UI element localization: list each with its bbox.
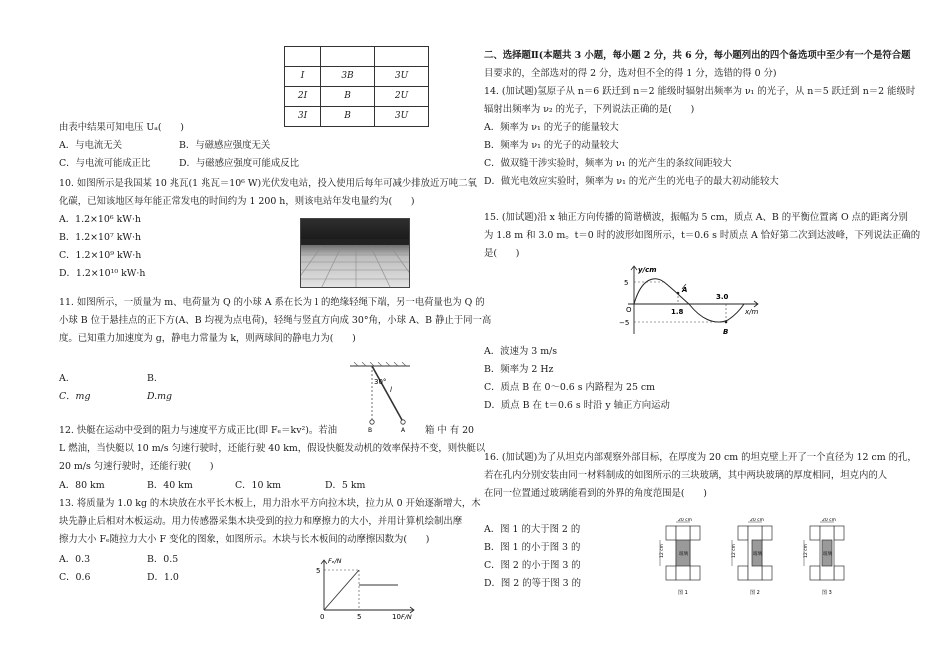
q15-y-pos-tick: 5 <box>624 279 629 287</box>
q13-option-c[interactable]: C．0.6 <box>59 572 91 583</box>
q12-option-b[interactable]: B．40 km <box>147 480 193 491</box>
q13-y-tick: 5 <box>316 567 321 575</box>
table-row <box>285 47 429 67</box>
q11-options-row2 <box>59 391 172 403</box>
q10-stem-line2: 化碳，已知该地区每年能正常发电的时间约为 1 200 h，则该电站年发电量约为( ) <box>59 196 415 207</box>
q11-angle-label: 30° <box>374 378 387 386</box>
table-cell <box>375 47 429 67</box>
table-cell: 2U <box>375 87 429 107</box>
q16-stem-line1: 16. (加试题)为了从坦克内部观察外部目标，在厚度为 20 cm 的坦克壁上开了一个直径为 12 cm 的孔， <box>484 452 917 463</box>
q13-friction-graph <box>306 554 418 620</box>
q15-option-c[interactable]: C．质点 B 在 0～0.6 s 内路程为 25 cm <box>484 382 656 393</box>
q15-y-axis-label: y/cm <box>638 266 657 274</box>
q13-option-a[interactable]: A．0.3 <box>59 554 91 565</box>
table-cell: 3I <box>285 107 321 127</box>
q15-point-a-label: A <box>682 286 688 294</box>
table-cell: 2I <box>285 87 321 107</box>
q16-fig1-dim-20: 20 cm <box>678 518 693 523</box>
q11-options-row1 <box>59 373 157 385</box>
q12-option-a[interactable]: A．80 km <box>59 480 105 491</box>
q15-wave-graph <box>616 262 766 338</box>
q10-option-b[interactable]: B．1.2×10⁷ kW·h <box>59 232 142 243</box>
q9-options-row2 <box>59 158 299 170</box>
q15-option-d[interactable]: D．质点 B 在 t＝0.6 s 时沿 y 轴正方向运动 <box>484 400 670 411</box>
q10-option-c[interactable]: C．1.2×10⁹ kW·h <box>59 250 142 261</box>
q13-stem-line1: 13. 将质量为 1.0 kg 的木块放在水平长木板上，用力沿水平方向拉木块，拉力从 0 开始逐渐增大，木 <box>59 498 481 509</box>
q14-option-b[interactable]: B．频率为 ν₁ 的光子的动量较大 <box>484 140 619 151</box>
q15-stem-line3: 是( ) <box>484 248 520 259</box>
q14-option-d[interactable]: D．做光电效应实验时，频率为 ν₁ 的光产生的光电子的最大初动能较大 <box>484 176 779 187</box>
q11-ball-a-label: A <box>401 427 406 434</box>
q11-option-d[interactable]: D.mg <box>147 391 173 402</box>
q11-pendulum-figure <box>350 362 420 434</box>
q13-option-b[interactable]: B．0.5 <box>147 554 179 565</box>
q10-stem-line1: 10. 如图所示是我国某 10 兆瓦(1 兆瓦＝10⁶ W)光伏发电站，投入使用后每年可减少排放近万吨二氧 <box>59 178 477 189</box>
q9-stem: 由表中结果可知电压 Uₐ( ) <box>59 122 184 133</box>
q15-y-neg-tick: −5 <box>619 319 630 327</box>
q14-option-a[interactable]: A．频率为 ν₁ 的光子的能量较大 <box>484 122 619 133</box>
q15-option-a[interactable]: A．波速为 3 m/s <box>484 346 558 357</box>
table-row <box>285 107 429 127</box>
q16-fig1-glass-label: 玻璃 <box>679 552 688 557</box>
table-cell: 3B <box>321 67 375 87</box>
q13-y-axis-label: Fₑ/N <box>328 557 342 565</box>
q9-option-b[interactable]: B．与磁感应强度无关 <box>179 140 271 151</box>
q16-fig1-dim-12: 12 cm <box>660 543 665 558</box>
table-cell: B <box>321 87 375 107</box>
q13-options-row2 <box>59 572 179 584</box>
q11-option-a[interactable]: A. <box>59 373 69 384</box>
q16-fig3-caption: 图 3 <box>822 590 832 596</box>
q11-stem-line2: 小球 B 位于悬挂点的正下方(A、B 均视为点电荷)，轻绳与竖直方向成 30°角，小球 A、B 静止于同一高 <box>59 315 492 326</box>
q12-stem-line3: 20 m/s 匀速行驶时，还能行驶( ) <box>59 461 214 472</box>
q16-fig1-caption: 图 1 <box>678 590 688 596</box>
q9-option-a[interactable]: A．与电流无关 <box>59 140 123 151</box>
q16-fig3-dim-12: 12 cm <box>804 543 809 558</box>
q12-options-row <box>59 480 365 492</box>
q13-x-tick-0: 0 <box>320 613 325 620</box>
q10-option-a[interactable]: A．1.2×10⁶ kW·h <box>59 214 141 225</box>
q10-option-d[interactable]: D．1.2×10¹⁰ kW·h <box>59 268 146 279</box>
q12-stem-line1: 12. 快艇在运动中受到的阻力与速度平方成正比(即 Fₑ＝kv²)。若油 <box>59 425 338 436</box>
q13-x-tick-10: 10 <box>392 613 401 620</box>
q16-option-c[interactable]: C．图 2 的小于图 3 的 <box>484 560 581 571</box>
q16-fig2-glass-label: 玻璃 <box>753 552 762 557</box>
q13-x-tick-5: 5 <box>357 613 362 620</box>
q15-x-axis-label: x/m <box>745 308 759 316</box>
q16-option-d[interactable]: D．图 2 的等于图 3 的 <box>484 578 581 589</box>
section-header-line2: 目要求的，全部选对的得 2 分，选对但不全的得 1 分，选错的得 0 分) <box>484 68 777 79</box>
q16-figure-1 <box>652 518 716 598</box>
q16-stem-line2: 若在孔内分别安装由同一材料制成的如图所示的三块玻璃，其中两块玻璃的厚度相同，坦克内的人 <box>484 470 888 481</box>
table-cell: I <box>285 67 321 87</box>
section-header-line1: 二、选择题Ⅱ(本题共 3 小题，每小题 2 分，共 6 分，每小题列出的四个备选项中至少有一个是符合题 <box>484 50 911 61</box>
q9-options-row1 <box>59 140 270 152</box>
q11-stem-line1: 11. 如图所示，一质量为 m、电荷量为 Q 的小球 A 系在长为 l 的绝缘轻绳下端，另一电荷量也为 Q 的 <box>59 297 485 308</box>
table-cell: 3U <box>375 67 429 87</box>
q12-option-c[interactable]: C．10 km <box>235 480 282 491</box>
q15-stem-line1: 15. (加试题)沿 x 轴正方向传播的简谐横波，振幅为 5 cm，质点 A、B 的平衡位置离 O 点的距离分别 <box>484 212 908 223</box>
q9-option-c[interactable]: C．与电流可能成正比 <box>59 158 151 169</box>
table-row <box>285 87 429 107</box>
table-cell: 3U <box>375 107 429 127</box>
table-cell <box>285 47 321 67</box>
q11-ball-b-label: B <box>368 427 373 434</box>
q16-figure-2 <box>724 518 788 598</box>
q9-option-d[interactable]: D．与磁感应强度可能成反比 <box>179 158 300 169</box>
q16-stem-line3: 在同一位置通过玻璃能看到的外界的角度范围是( ) <box>484 488 707 499</box>
q11-stem-line3: 度。已知重力加速度为 g，静电力常量为 k，则两球间的静电力为( ) <box>59 333 356 344</box>
q16-fig3-dim-20: 20 cm <box>822 518 837 523</box>
q15-point-b-label: B <box>723 328 729 336</box>
q15-x1-tick: 1.8 <box>671 308 684 316</box>
q16-figure-3 <box>796 518 860 598</box>
q13-x-axis-label: F/N <box>401 613 412 620</box>
q16-fig2-caption: 图 2 <box>750 590 760 596</box>
q15-x2-tick: 3.0 <box>716 293 729 301</box>
data-table <box>284 46 429 127</box>
q16-fig2-dim-20: 20 cm <box>750 518 765 523</box>
q13-option-d[interactable]: D．1.0 <box>147 572 179 583</box>
q15-origin-label: O <box>626 306 632 314</box>
q12-stem-line2: L 燃油，当快艇以 10 m/s 匀速行驶时，还能行驶 40 km，假设快艇发动机的效率保持不变，则快艇以 <box>59 443 486 454</box>
table-row <box>285 67 429 87</box>
q12-stem-line1-end: 箱 中 有 20 <box>425 425 474 436</box>
q14-stem-line1: 14. (加试题)氢原子从 n＝6 跃迁到 n＝2 能级时辐射出频率为 ν₁ 的光子，从 n＝5 跃迁到 n＝2 能级时 <box>484 86 916 97</box>
q16-fig2-dim-12: 12 cm <box>732 543 737 558</box>
q16-option-b[interactable]: B．图 1 的小于图 3 的 <box>484 542 581 553</box>
q15-stem-line2: 为 1.8 m 和 3.0 m。t＝0 时的波形如图所示，t＝0.6 s 时质点 A 恰好第二次到达波峰，下列说法正确的 <box>484 230 921 241</box>
q16-option-a[interactable]: A．图 1 的大于图 2 的 <box>484 524 581 535</box>
table-cell: B <box>321 107 375 127</box>
q14-stem-line2: 辐射出频率为 ν₂ 的光子，下列说法正确的是( ) <box>484 104 695 115</box>
q11-option-b[interactable]: B. <box>147 373 157 384</box>
q11-option-c[interactable]: C．mg <box>59 391 91 402</box>
q13-stem-line3: 擦力大小 Fₑ随拉力大小 F 变化的图象，如图所示。木块与长木板间的动摩擦因数为( ) <box>59 534 430 545</box>
q13-stem-line2: 块先静止后相对木板运动。用力传感器采集木块受到的拉力和摩擦力的大小，并用计算机绘制出摩 <box>59 516 463 527</box>
table-cell <box>321 47 375 67</box>
q13-options-row1 <box>59 554 178 566</box>
q14-option-c[interactable]: C．做双缝干涉实验时，频率为 ν₁ 的光产生的条纹间距较大 <box>484 158 732 169</box>
q15-option-b[interactable]: B．频率为 2 Hz <box>484 364 554 375</box>
solar-station-photo <box>300 218 410 288</box>
q11-length-label: l <box>390 386 392 394</box>
q16-fig3-glass-label: 玻璃 <box>823 552 832 557</box>
q12-option-d[interactable]: D．5 km <box>325 480 366 491</box>
